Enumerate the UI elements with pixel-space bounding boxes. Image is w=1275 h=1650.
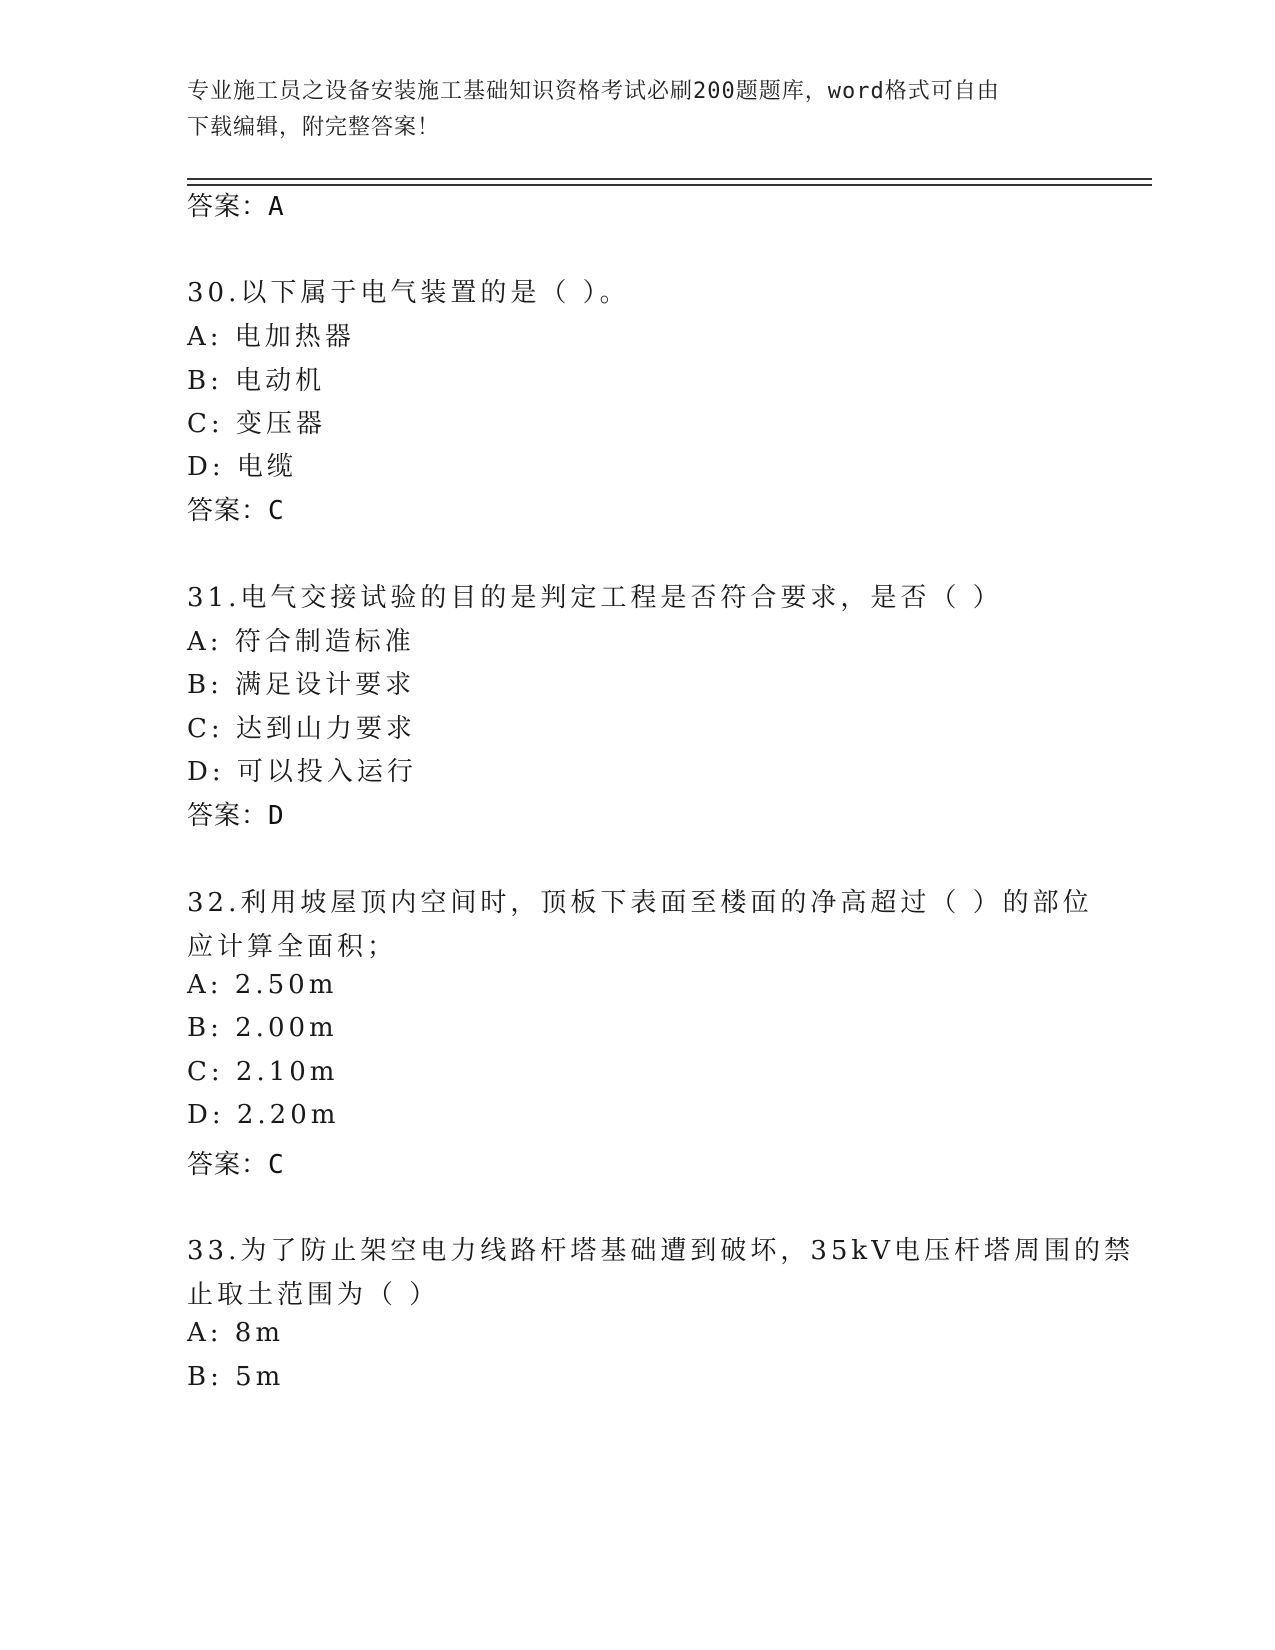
question-32-line-2: 应计算全面积； (187, 932, 398, 962)
question-30-option-b: B: 电动机 (187, 366, 326, 396)
header-divider-bottom (187, 184, 1152, 186)
question-31: 31.电气交接试验的目的是判定工程是否符合要求，是否（ ） (187, 583, 1003, 613)
header-line-1: 专业施工员之设备安装施工基础知识资格考试必刷200题题库，word格式可自由 (187, 79, 1000, 104)
question-32-option-d: D: 2.20m (187, 1100, 340, 1130)
question-33-line-2: 止取土范围为（ ） (187, 1280, 440, 1310)
question-30-option-d: D: 电缆 (187, 452, 297, 482)
answer-30: 答案：C (187, 496, 285, 526)
question-31-option-d: D: 可以投入运行 (187, 757, 417, 787)
question-32-option-c: C: 2.10m (187, 1057, 339, 1087)
question-30: 30.以下属于电气装置的是（ ）。 (187, 278, 630, 308)
question-32-option-b: B: 2.00m (187, 1013, 338, 1043)
answer-29: 答案：A (187, 192, 285, 222)
question-32-option-a: A: 2.50m (187, 970, 338, 1000)
answer-31: 答案：D (187, 801, 285, 831)
question-31-option-c: C: 达到山力要求 (187, 714, 416, 744)
header-line-2: 下载编辑，附完整答案！ (187, 115, 441, 140)
header-divider-top (187, 178, 1152, 180)
question-30-option-a: A: 电加热器 (187, 322, 355, 352)
question-31-option-a: A: 符合制造标准 (187, 627, 415, 657)
document-header (187, 74, 1087, 146)
question-33-option-a: A: 8m (187, 1318, 284, 1348)
question-30-option-c: C: 变压器 (187, 409, 326, 439)
answer-32: 答案：C (187, 1150, 285, 1180)
question-33-option-b: B: 5m (187, 1362, 285, 1392)
question-31-option-b: B: 满足设计要求 (187, 670, 416, 700)
question-32-line-1: 32.利用坡屋顶内空间时，顶板下表面至楼面的净高超过（ ）的部位 (187, 888, 1093, 918)
question-33-line-1: 33.为了防止架空电力线路杆塔基础遭到破坏，35kV电压杆塔周围的禁 (187, 1236, 1134, 1266)
